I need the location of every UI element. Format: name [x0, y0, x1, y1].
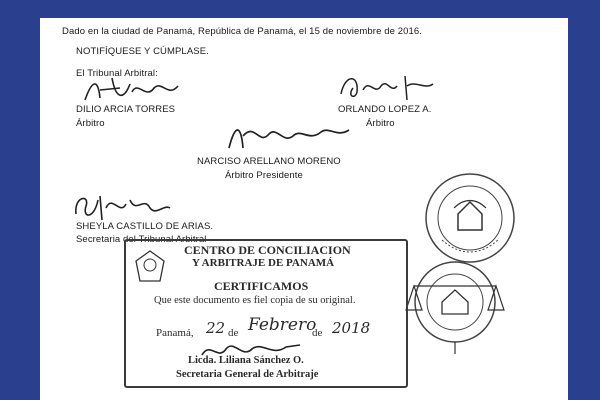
- stamp-title-line1: CENTRO DE CONCILIACION: [184, 243, 351, 257]
- arbitrator-3-role: Árbitro Presidente: [225, 170, 303, 181]
- conciliation-seal: [400, 250, 510, 360]
- notify-line: NOTIFÍQUESE Y CÚMPLASE.: [76, 46, 209, 57]
- arbitrator-3-name: NARCISO ARELLANO MORENO: [197, 156, 341, 167]
- stamp-de-2: de: [312, 327, 323, 339]
- stamp-certify-text: Que este documento es fiel copia de su original.: [154, 295, 356, 306]
- secretary-role: Secretaria del Tribunal Arbitral: [76, 234, 207, 245]
- document-page: [40, 18, 568, 400]
- stamp-emblem-icon: [132, 247, 168, 285]
- signature-narciso: [225, 118, 355, 158]
- arbitrator-2-role: Árbitro: [366, 118, 395, 129]
- certification-stamp: [124, 239, 408, 388]
- signature-sheyla: [70, 186, 180, 226]
- signature-orlando: [335, 66, 445, 106]
- arbitrator-1-role: Árbitro: [76, 118, 105, 129]
- date-line: Dado en la ciudad de Panamá, República de Panamá, el 15 de noviembre de 2016.: [62, 26, 422, 37]
- secretary-name: SHEYLA CASTILLO DE ARIAS.: [76, 221, 214, 232]
- arbitrator-2-name: ORLANDO LOPEZ A.: [338, 104, 432, 115]
- stamp-place: Panamá,: [156, 327, 194, 339]
- stamp-de-1: de: [228, 327, 239, 339]
- stamp-certify: CERTIFICAMOS: [214, 279, 309, 293]
- stamp-day: 22: [206, 319, 226, 337]
- tribunal-label: El Tribunal Arbitral:: [76, 68, 158, 79]
- stamp-year: 2018: [332, 319, 371, 337]
- arbitrator-1-name: DILIO ARCIA TORRES: [76, 104, 176, 115]
- stamp-month: Febrero: [248, 315, 317, 335]
- stamp-signer-name: Licda. Liliana Sánchez O.: [188, 355, 304, 366]
- stamp-title-line2: Y ARBITRAJE DE PANAMÁ: [192, 257, 335, 269]
- stamp-signer-title: Secretaria General de Arbitraje: [176, 369, 319, 380]
